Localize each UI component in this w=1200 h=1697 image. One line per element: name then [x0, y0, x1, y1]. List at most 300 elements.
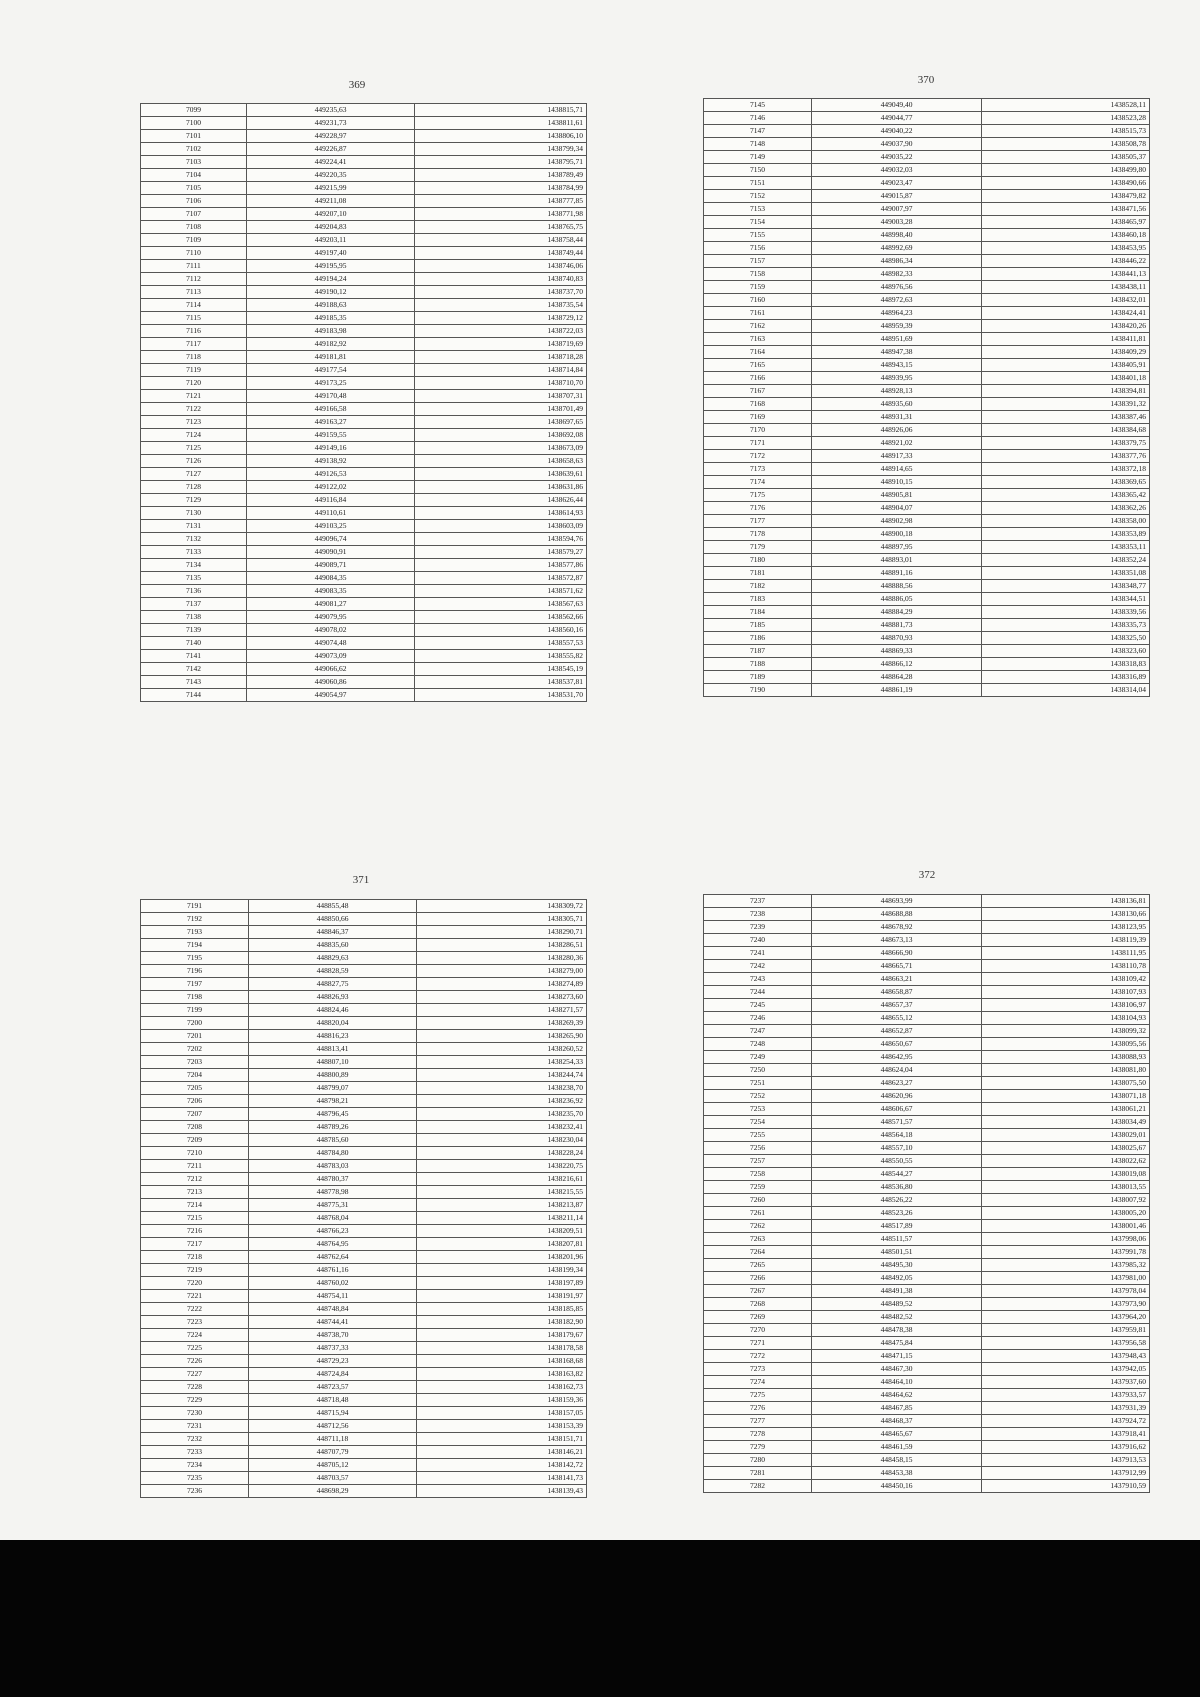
- y-coordinate-cell: 1438523,28: [982, 112, 1150, 125]
- y-coordinate-cell: 1438238,70: [417, 1082, 587, 1095]
- y-coordinate-cell: 1438572,87: [415, 572, 587, 585]
- x-coordinate-cell: 448657,37: [812, 999, 982, 1012]
- y-coordinate-cell: 1437948,43: [982, 1350, 1150, 1363]
- table-row: [141, 416, 587, 429]
- x-coordinate-cell: 449032,03: [812, 164, 982, 177]
- table-row: [704, 1311, 1150, 1324]
- x-coordinate-cell: 448764,95: [249, 1238, 417, 1251]
- table-row: [704, 1194, 1150, 1207]
- point-number-cell: 7155: [704, 229, 812, 242]
- table-row: [704, 1350, 1150, 1363]
- table-row: [141, 117, 587, 130]
- x-coordinate-cell: 448780,37: [249, 1173, 417, 1186]
- y-coordinate-cell: 1438323,60: [982, 645, 1150, 658]
- table-row: [141, 1017, 587, 1030]
- y-coordinate-cell: 1438119,39: [982, 934, 1150, 947]
- table-row: [141, 520, 587, 533]
- table-row: [141, 585, 587, 598]
- point-number-cell: 7124: [141, 429, 247, 442]
- x-coordinate-cell: 448807,10: [249, 1056, 417, 1069]
- x-coordinate-cell: 448982,33: [812, 268, 982, 281]
- point-number-cell: 7235: [141, 1472, 249, 1485]
- x-coordinate-cell: 448986,34: [812, 255, 982, 268]
- y-coordinate-cell: 1438718,28: [415, 351, 587, 364]
- table-row: [704, 489, 1150, 502]
- point-number-cell: 7268: [704, 1298, 812, 1311]
- table-row: [704, 1116, 1150, 1129]
- point-number-cell: 7250: [704, 1064, 812, 1077]
- x-coordinate-cell: 448902,98: [812, 515, 982, 528]
- x-coordinate-cell: 449122,02: [247, 481, 415, 494]
- point-number-cell: 7156: [704, 242, 812, 255]
- table-row: [141, 1459, 587, 1472]
- y-coordinate-cell: 1438508,78: [982, 138, 1150, 151]
- point-number-cell: 7267: [704, 1285, 812, 1298]
- x-coordinate-cell: 449220,35: [247, 169, 415, 182]
- y-coordinate-cell: 1438339,56: [982, 606, 1150, 619]
- x-coordinate-cell: 449195,95: [247, 260, 415, 273]
- y-coordinate-cell: 1438362,26: [982, 502, 1150, 515]
- y-coordinate-cell: 1438372,18: [982, 463, 1150, 476]
- y-coordinate-cell: 1438377,76: [982, 450, 1150, 463]
- y-coordinate-cell: 1438603,09: [415, 520, 587, 533]
- point-number-cell: 7281: [704, 1467, 812, 1480]
- point-number-cell: 7102: [141, 143, 247, 156]
- y-coordinate-cell: 1438019,08: [982, 1168, 1150, 1181]
- x-coordinate-cell: 448471,15: [812, 1350, 982, 1363]
- x-coordinate-cell: 448623,27: [812, 1077, 982, 1090]
- x-coordinate-cell: 449090,91: [247, 546, 415, 559]
- x-coordinate-cell: 449182,92: [247, 338, 415, 351]
- point-number-cell: 7142: [141, 663, 247, 676]
- coordinate-table: [140, 899, 587, 1498]
- point-number-cell: 7256: [704, 1142, 812, 1155]
- x-coordinate-cell: 448693,99: [812, 895, 982, 908]
- table-row: [141, 624, 587, 637]
- point-number-cell: 7182: [704, 580, 812, 593]
- point-number-cell: 7258: [704, 1168, 812, 1181]
- point-number-cell: 7134: [141, 559, 247, 572]
- point-number-cell: 7255: [704, 1129, 812, 1142]
- y-coordinate-cell: 1437912,99: [982, 1467, 1150, 1480]
- point-number-cell: 7148: [704, 138, 812, 151]
- table-row: [141, 1225, 587, 1238]
- y-coordinate-cell: 1438209,51: [417, 1225, 587, 1238]
- point-number-cell: 7240: [704, 934, 812, 947]
- x-coordinate-cell: 448707,79: [249, 1446, 417, 1459]
- y-coordinate-cell: 1438438,11: [982, 281, 1150, 294]
- point-number-cell: 7257: [704, 1155, 812, 1168]
- table-row: [141, 351, 587, 364]
- table-row: [141, 494, 587, 507]
- x-coordinate-cell: 448491,38: [812, 1285, 982, 1298]
- x-coordinate-cell: 448816,23: [249, 1030, 417, 1043]
- y-coordinate-cell: 1437913,53: [982, 1454, 1150, 1467]
- point-number-cell: 7272: [704, 1350, 812, 1363]
- x-coordinate-cell: 448723,57: [249, 1381, 417, 1394]
- x-coordinate-cell: 449228,97: [247, 130, 415, 143]
- x-coordinate-cell: 448926,06: [812, 424, 982, 437]
- y-coordinate-cell: 1438151,71: [417, 1433, 587, 1446]
- point-number-cell: 7152: [704, 190, 812, 203]
- y-coordinate-cell: 1438178,58: [417, 1342, 587, 1355]
- x-coordinate-cell: 449190,12: [247, 286, 415, 299]
- x-coordinate-cell: 448827,75: [249, 978, 417, 991]
- y-coordinate-cell: 1438811,61: [415, 117, 587, 130]
- x-coordinate-cell: 448620,96: [812, 1090, 982, 1103]
- table-row: [704, 502, 1150, 515]
- x-coordinate-cell: 448489,52: [812, 1298, 982, 1311]
- point-number-cell: 7234: [141, 1459, 249, 1472]
- table-row: [704, 619, 1150, 632]
- table-row: [704, 1298, 1150, 1311]
- y-coordinate-cell: 1437916,62: [982, 1441, 1150, 1454]
- point-number-cell: 7160: [704, 294, 812, 307]
- table-row: [704, 1415, 1150, 1428]
- y-coordinate-cell: 1438562,66: [415, 611, 587, 624]
- y-coordinate-cell: 1438123,95: [982, 921, 1150, 934]
- x-coordinate-cell: 448464,62: [812, 1389, 982, 1402]
- point-number-cell: 7178: [704, 528, 812, 541]
- x-coordinate-cell: 448475,84: [812, 1337, 982, 1350]
- x-coordinate-cell: 448738,70: [249, 1329, 417, 1342]
- y-coordinate-cell: 1438446,22: [982, 255, 1150, 268]
- point-number-cell: 7105: [141, 182, 247, 195]
- y-coordinate-cell: 1438358,00: [982, 515, 1150, 528]
- y-coordinate-cell: 1438795,71: [415, 156, 587, 169]
- y-coordinate-cell: 1438344,51: [982, 593, 1150, 606]
- y-coordinate-cell: 1438471,56: [982, 203, 1150, 216]
- y-coordinate-cell: 1438001,46: [982, 1220, 1150, 1233]
- table-row: [141, 195, 587, 208]
- x-coordinate-cell: 448724,84: [249, 1368, 417, 1381]
- y-coordinate-cell: 1438207,81: [417, 1238, 587, 1251]
- table-row: [704, 528, 1150, 541]
- point-number-cell: 7133: [141, 546, 247, 559]
- y-coordinate-cell: 1438441,13: [982, 268, 1150, 281]
- table-row: [141, 637, 587, 650]
- y-coordinate-cell: 1438432,01: [982, 294, 1150, 307]
- x-coordinate-cell: 448897,95: [812, 541, 982, 554]
- table-row: [141, 1173, 587, 1186]
- y-coordinate-cell: 1438061,21: [982, 1103, 1150, 1116]
- y-coordinate-cell: 1438424,41: [982, 307, 1150, 320]
- table-row: [141, 1407, 587, 1420]
- point-number-cell: 7161: [704, 307, 812, 320]
- y-coordinate-cell: 1438369,65: [982, 476, 1150, 489]
- y-coordinate-cell: 1438168,68: [417, 1355, 587, 1368]
- point-number-cell: 7157: [704, 255, 812, 268]
- y-coordinate-cell: 1438707,31: [415, 390, 587, 403]
- y-coordinate-cell: 1438104,93: [982, 1012, 1150, 1025]
- y-coordinate-cell: 1438401,18: [982, 372, 1150, 385]
- y-coordinate-cell: 1437991,78: [982, 1246, 1150, 1259]
- table-row: [704, 151, 1150, 164]
- x-coordinate-cell: 449040,22: [812, 125, 982, 138]
- y-coordinate-cell: 1438631,86: [415, 481, 587, 494]
- y-coordinate-cell: 1437937,60: [982, 1376, 1150, 1389]
- table-row: [141, 481, 587, 494]
- point-number-cell: 7173: [704, 463, 812, 476]
- table-row: [704, 1454, 1150, 1467]
- x-coordinate-cell: 448698,29: [249, 1485, 417, 1498]
- x-coordinate-cell: 449170,48: [247, 390, 415, 403]
- y-coordinate-cell: 1438453,95: [982, 242, 1150, 255]
- x-coordinate-cell: 448820,04: [249, 1017, 417, 1030]
- y-coordinate-cell: 1438567,63: [415, 598, 587, 611]
- x-coordinate-cell: 448754,11: [249, 1290, 417, 1303]
- table-row: [704, 424, 1150, 437]
- point-number-cell: 7230: [141, 1407, 249, 1420]
- y-coordinate-cell: 1438352,24: [982, 554, 1150, 567]
- table-row: [704, 554, 1150, 567]
- y-coordinate-cell: 1438211,14: [417, 1212, 587, 1225]
- y-coordinate-cell: 1438215,55: [417, 1186, 587, 1199]
- y-coordinate-cell: 1437942,05: [982, 1363, 1150, 1376]
- table-row: [141, 299, 587, 312]
- point-number-cell: 7175: [704, 489, 812, 502]
- table-row: [704, 934, 1150, 947]
- table-row: [704, 216, 1150, 229]
- table-row: [141, 325, 587, 338]
- table-row: [704, 268, 1150, 281]
- table-row: [141, 978, 587, 991]
- y-coordinate-cell: 1438260,52: [417, 1043, 587, 1056]
- point-number-cell: 7154: [704, 216, 812, 229]
- point-number-cell: 7136: [141, 585, 247, 598]
- table-row: [704, 255, 1150, 268]
- table-row: [141, 1394, 587, 1407]
- x-coordinate-cell: 448711,18: [249, 1433, 417, 1446]
- point-number-cell: 7131: [141, 520, 247, 533]
- x-coordinate-cell: 448665,71: [812, 960, 982, 973]
- y-coordinate-cell: 1438639,61: [415, 468, 587, 481]
- point-number-cell: 7107: [141, 208, 247, 221]
- x-coordinate-cell: 448789,26: [249, 1121, 417, 1134]
- point-number-cell: 7243: [704, 973, 812, 986]
- y-coordinate-cell: 1438279,00: [417, 965, 587, 978]
- table-row: [141, 169, 587, 182]
- x-coordinate-cell: 448910,15: [812, 476, 982, 489]
- point-number-cell: 7115: [141, 312, 247, 325]
- table-row: [141, 1368, 587, 1381]
- table-row: [141, 468, 587, 481]
- x-coordinate-cell: 448798,21: [249, 1095, 417, 1108]
- y-coordinate-cell: 1437956,58: [982, 1337, 1150, 1350]
- table-row: [141, 1381, 587, 1394]
- table-row: [141, 1043, 587, 1056]
- point-number-cell: 7132: [141, 533, 247, 546]
- point-number-cell: 7217: [141, 1238, 249, 1251]
- x-coordinate-cell: 448826,93: [249, 991, 417, 1004]
- point-number-cell: 7216: [141, 1225, 249, 1238]
- table-row: [704, 307, 1150, 320]
- point-number-cell: 7211: [141, 1160, 249, 1173]
- y-coordinate-cell: 1438579,27: [415, 546, 587, 559]
- point-number-cell: 7200: [141, 1017, 249, 1030]
- y-coordinate-cell: 1438216,61: [417, 1173, 587, 1186]
- table-row: [704, 411, 1150, 424]
- point-number-cell: 7208: [141, 1121, 249, 1134]
- x-coordinate-cell: 448666,90: [812, 947, 982, 960]
- point-number-cell: 7214: [141, 1199, 249, 1212]
- y-coordinate-cell: 1438735,54: [415, 299, 587, 312]
- table-row: [141, 1433, 587, 1446]
- table-row: [141, 926, 587, 939]
- x-coordinate-cell: 448943,15: [812, 359, 982, 372]
- point-number-cell: 7166: [704, 372, 812, 385]
- x-coordinate-cell: 448964,23: [812, 307, 982, 320]
- y-coordinate-cell: 1438081,80: [982, 1064, 1150, 1077]
- y-coordinate-cell: 1438034,49: [982, 1116, 1150, 1129]
- table-row: [141, 1355, 587, 1368]
- x-coordinate-cell: 449215,99: [247, 182, 415, 195]
- x-coordinate-cell: 448495,30: [812, 1259, 982, 1272]
- x-coordinate-cell: 448761,16: [249, 1264, 417, 1277]
- table-row: [141, 546, 587, 559]
- y-coordinate-cell: 1438099,32: [982, 1025, 1150, 1038]
- x-coordinate-cell: 448886,05: [812, 593, 982, 606]
- table-row: [141, 1238, 587, 1251]
- y-coordinate-cell: 1438230,04: [417, 1134, 587, 1147]
- table-row: [704, 463, 1150, 476]
- x-coordinate-cell: 449197,40: [247, 247, 415, 260]
- point-number-cell: 7122: [141, 403, 247, 416]
- point-number-cell: 7248: [704, 1038, 812, 1051]
- y-coordinate-cell: 1438244,74: [417, 1069, 587, 1082]
- x-coordinate-cell: 448900,18: [812, 528, 982, 541]
- y-coordinate-cell: 1438697,65: [415, 416, 587, 429]
- x-coordinate-cell: 448464,10: [812, 1376, 982, 1389]
- point-number-cell: 7273: [704, 1363, 812, 1376]
- x-coordinate-cell: 449211,08: [247, 195, 415, 208]
- y-coordinate-cell: 1437931,39: [982, 1402, 1150, 1415]
- x-coordinate-cell: 448766,23: [249, 1225, 417, 1238]
- x-coordinate-cell: 449037,90: [812, 138, 982, 151]
- x-coordinate-cell: 448864,28: [812, 671, 982, 684]
- y-coordinate-cell: 1438555,82: [415, 650, 587, 663]
- y-coordinate-cell: 1438254,33: [417, 1056, 587, 1069]
- table-row: [704, 372, 1150, 385]
- table-row: [704, 1077, 1150, 1090]
- x-coordinate-cell: 449078,02: [247, 624, 415, 637]
- y-coordinate-cell: 1438071,18: [982, 1090, 1150, 1103]
- table-row: [704, 1103, 1150, 1116]
- y-coordinate-cell: 1438130,66: [982, 908, 1150, 921]
- table-row: [704, 1233, 1150, 1246]
- y-coordinate-cell: 1437998,06: [982, 1233, 1150, 1246]
- point-number-cell: 7168: [704, 398, 812, 411]
- point-number-cell: 7153: [704, 203, 812, 216]
- x-coordinate-cell: 449204,83: [247, 221, 415, 234]
- y-coordinate-cell: 1438199,34: [417, 1264, 587, 1277]
- point-number-cell: 7137: [141, 598, 247, 611]
- x-coordinate-cell: 448998,40: [812, 229, 982, 242]
- x-coordinate-cell: 449183,98: [247, 325, 415, 338]
- table-row: [141, 572, 587, 585]
- table-row: [141, 507, 587, 520]
- y-coordinate-cell: 1438701,49: [415, 403, 587, 416]
- y-coordinate-cell: 1438269,39: [417, 1017, 587, 1030]
- x-coordinate-cell: 448866,12: [812, 658, 982, 671]
- table-row: [704, 1363, 1150, 1376]
- x-coordinate-cell: 448550,55: [812, 1155, 982, 1168]
- point-number-cell: 7280: [704, 1454, 812, 1467]
- y-coordinate-cell: 1438737,70: [415, 286, 587, 299]
- x-coordinate-cell: 449073,09: [247, 650, 415, 663]
- table-row: [704, 1337, 1150, 1350]
- y-coordinate-cell: 1438571,62: [415, 585, 587, 598]
- table-row: [704, 450, 1150, 463]
- x-coordinate-cell: 448935,60: [812, 398, 982, 411]
- x-coordinate-cell: 448796,45: [249, 1108, 417, 1121]
- x-coordinate-cell: 448768,04: [249, 1212, 417, 1225]
- y-coordinate-cell: 1438107,93: [982, 986, 1150, 999]
- table-row: [704, 1402, 1150, 1415]
- table-row: [704, 476, 1150, 489]
- table-row: [704, 112, 1150, 125]
- point-number-cell: 7184: [704, 606, 812, 619]
- x-coordinate-cell: 448760,02: [249, 1277, 417, 1290]
- point-number-cell: 7181: [704, 567, 812, 580]
- x-coordinate-cell: 448905,81: [812, 489, 982, 502]
- coordinate-table: [140, 103, 587, 702]
- point-number-cell: 7207: [141, 1108, 249, 1121]
- x-coordinate-cell: 448715,94: [249, 1407, 417, 1420]
- table-row: [704, 947, 1150, 960]
- point-number-cell: 7189: [704, 671, 812, 684]
- table-row: [141, 377, 587, 390]
- y-coordinate-cell: 1438005,20: [982, 1207, 1150, 1220]
- point-number-cell: 7225: [141, 1342, 249, 1355]
- y-coordinate-cell: 1438710,70: [415, 377, 587, 390]
- table-row: [704, 359, 1150, 372]
- point-number-cell: 7099: [141, 104, 247, 117]
- point-number-cell: 7213: [141, 1186, 249, 1199]
- x-coordinate-cell: 449083,35: [247, 585, 415, 598]
- y-coordinate-cell: 1438286,51: [417, 939, 587, 952]
- point-number-cell: 7279: [704, 1441, 812, 1454]
- y-coordinate-cell: 1438626,44: [415, 494, 587, 507]
- table-row: [704, 190, 1150, 203]
- x-coordinate-cell: 448888,56: [812, 580, 982, 593]
- point-number-cell: 7120: [141, 377, 247, 390]
- table-row: [141, 442, 587, 455]
- x-coordinate-cell: 448959,39: [812, 320, 982, 333]
- x-coordinate-cell: 448703,57: [249, 1472, 417, 1485]
- y-coordinate-cell: 1438159,36: [417, 1394, 587, 1407]
- x-coordinate-cell: 448705,12: [249, 1459, 417, 1472]
- x-coordinate-cell: 448829,63: [249, 952, 417, 965]
- y-coordinate-cell: 1438714,84: [415, 364, 587, 377]
- point-number-cell: 7163: [704, 333, 812, 346]
- table-row: [704, 1376, 1150, 1389]
- y-coordinate-cell: 1438420,26: [982, 320, 1150, 333]
- point-number-cell: 7265: [704, 1259, 812, 1272]
- point-number-cell: 7251: [704, 1077, 812, 1090]
- point-number-cell: 7195: [141, 952, 249, 965]
- x-coordinate-cell: 449188,63: [247, 299, 415, 312]
- point-number-cell: 7261: [704, 1207, 812, 1220]
- x-coordinate-cell: 449181,81: [247, 351, 415, 364]
- point-number-cell: 7260: [704, 1194, 812, 1207]
- table-row: [704, 632, 1150, 645]
- x-coordinate-cell: 448846,37: [249, 926, 417, 939]
- y-coordinate-cell: 1438280,36: [417, 952, 587, 965]
- y-coordinate-cell: 1438220,75: [417, 1160, 587, 1173]
- y-coordinate-cell: 1438318,83: [982, 658, 1150, 671]
- table-row: [704, 125, 1150, 138]
